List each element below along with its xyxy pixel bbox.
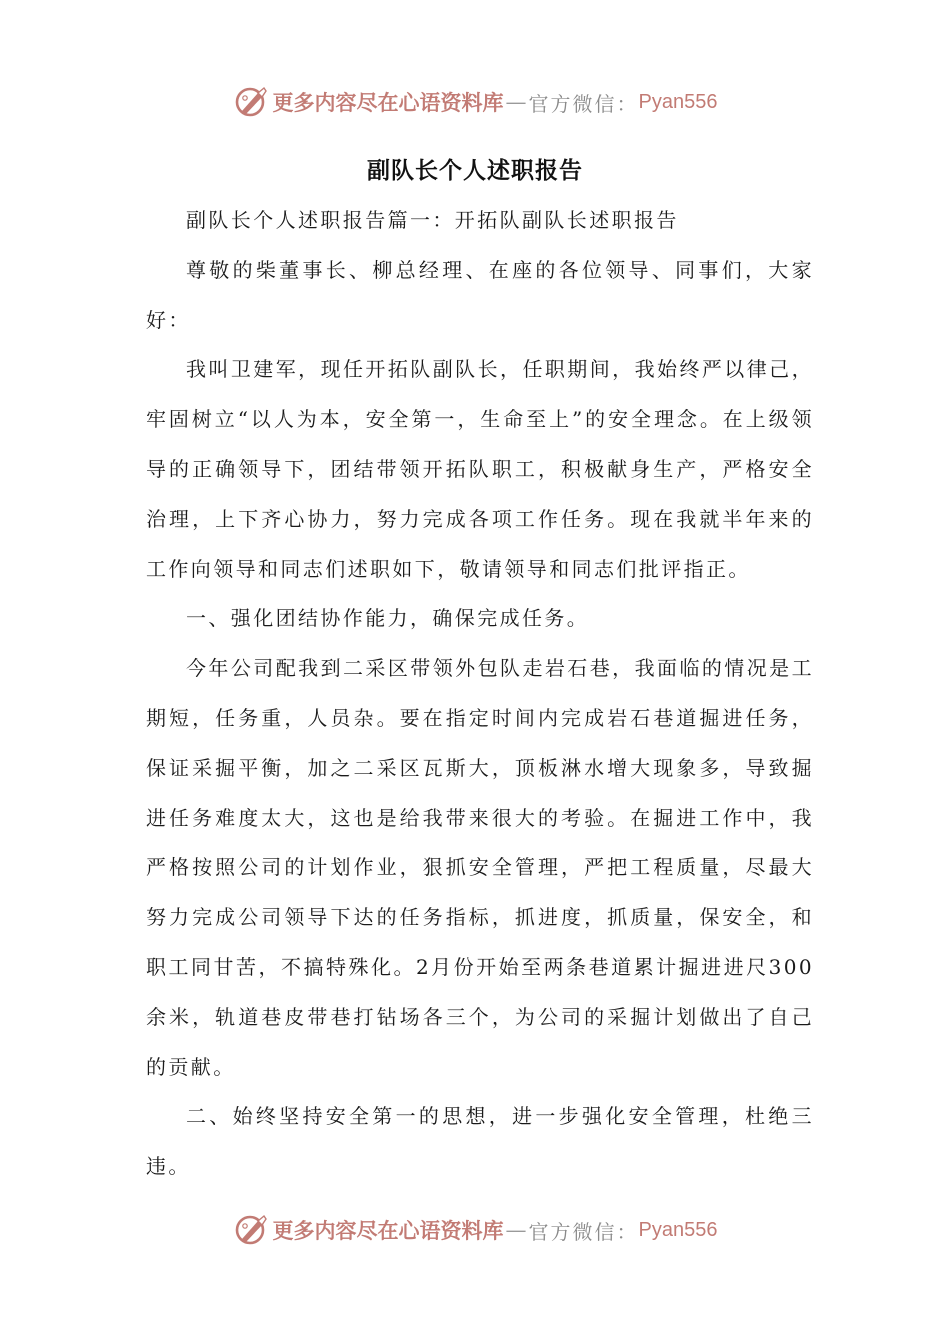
paragraph: 二、始终坚持安全第一的思想，进一步强化安全管理，杜绝三违。 [146,1104,814,1179]
banner-separator: — [505,90,527,114]
banner-text: 更多内容尽在心语资料库 [272,90,504,115]
paragraph: 副队长个人述职报告篇一：开拓队副队长述职报告 [186,208,679,232]
banner-wechat-id: Pyan556 [638,90,718,113]
banner-wechat-id: Pyan556 [638,1218,718,1241]
pen-nib-seal-icon [233,84,269,120]
banner-label: 官方微信： [528,91,639,116]
header-banner [0,82,950,122]
document-body [146,196,814,1192]
footer-banner [0,1210,950,1250]
banner-text: 更多内容尽在心语资料库 [272,1218,504,1243]
banner-separator: — [505,1218,527,1242]
paragraph: 我叫卫建军，现任开拓队副队长，任职期间，我始终严以律己，牢固树立“以人为本，安全第一，生命至上”的安全理念。在上级领导的正确领导下，团结带领开拓队职工，积极献身生产，严格安全治理，上下齐心协力，努力完成各项工作任务。现在我就半年来的工作向领导和同志们述职如下，敬请领导和同志们批评指正。 [146,357,814,581]
banner-label: 官方微信： [528,1219,639,1244]
paragraph: 今年公司配我到二采区带领外包队走岩石巷，我面临的情况是工期短，任务重，人员杂。要在指定时间内完成岩石巷道掘进任务，保证采掘平衡，加之二采区瓦斯大，顶板淋水增大现象多，导致掘进任务难度太大，这也是给我带来很大的考验。在掘进工作中，我严格按照公司的计划作业，狠抓安全管理，严把工程质量，尽最大努力完成公司领导下达的任务指标，抓进度，抓质量，保安全，和职工同甘苦，不搞特殊化。2月份开始至两条巷道累计掘进进尺300余米，轨道巷皮带巷打钻场各三个，为公司的采掘计划做出了自己的贡献。 [146,656,814,1079]
paragraph: 一、强化团结协作能力，确保完成任务。 [186,606,590,631]
pen-nib-seal-icon [233,1212,269,1248]
document-title: 副队长个人述职报告 [367,157,583,184]
paragraph: 尊敬的柴董事长、柳总经理、在座的各位领导、同事们，大家好： [146,257,814,332]
